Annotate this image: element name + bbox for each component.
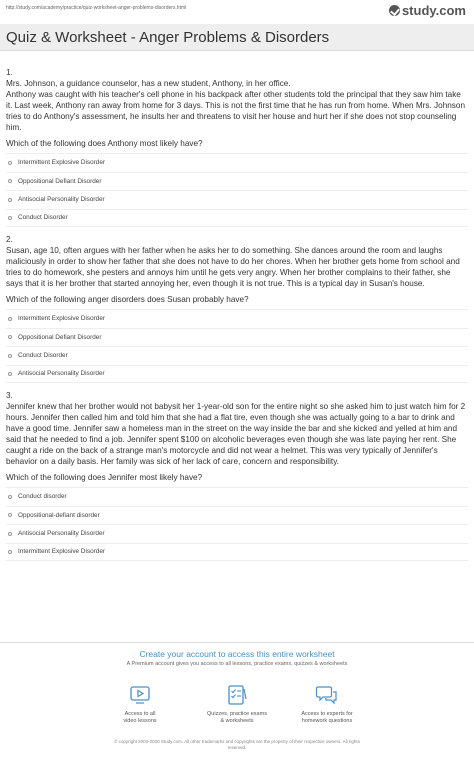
- page-url: http://study.com/academy/practice/quiz-worksheet-anger-problems-disorders.html: [6, 5, 187, 11]
- radio-icon[interactable]: [8, 198, 12, 202]
- radio-icon[interactable]: [8, 216, 12, 220]
- video-icon: [128, 683, 152, 707]
- logo-text: study.com: [401, 3, 466, 18]
- radio-icon[interactable]: [8, 354, 12, 358]
- question-scenario: Anthony was caught with his teacher's cell phone in his backpack after other students told the principal that they saw him take it. Last week, Anthony ran away from home for 3 days. This is not the first time that he has run from home. When Mrs. Johnson tries to do Anthony's assessment, he insults her and threatens to visit her house and hurt her if she does not stop counseling him.: [6, 90, 466, 132]
- study-logo-icon: [389, 5, 400, 16]
- radio-icon[interactable]: [8, 495, 12, 499]
- answer-option[interactable]: [6, 153, 468, 172]
- answer-option[interactable]: [6, 543, 468, 562]
- radio-icon[interactable]: [8, 550, 12, 554]
- feature-label: Access to experts for homework questions: [301, 711, 353, 724]
- premium-promo: [0, 642, 474, 764]
- answer-option[interactable]: [6, 346, 468, 365]
- option-label: Intermittent Explosive Disorder: [18, 159, 106, 167]
- option-label: Conduct disorder: [18, 493, 67, 501]
- question-1: [6, 67, 468, 227]
- option-label: Antisocial Personality Disorder: [18, 196, 105, 204]
- quiz-icon: [225, 683, 249, 707]
- chat-icon: [315, 683, 339, 707]
- question-scenario: Jennifer knew that her brother would not babysit her 1-year-old son for the entire night so she asked him to just watch him for 2 hours. Jennifer then called him and told him that she had a flat tire, even though she was actually going to a bar to drink and have a good time. Jennifer saw a homeless man in the street on the way inside the bar and she kicked and yelled at him and said that he needed to find a job. Jennifer spent $100 on alcoholic beverages even though she was late paying her rent. She caught a ride on the back of a strange man's motorcycle and did not wear a helmet. This was very typically of Jennifer's behavior on a daily basis. Her family was sick of her lack of care, concern and responsibility.: [6, 402, 466, 466]
- answer-option[interactable]: [6, 524, 468, 543]
- answer-option[interactable]: [6, 506, 468, 525]
- radio-icon[interactable]: [8, 161, 12, 165]
- option-label: Oppositional Defiant Disorder: [18, 333, 102, 341]
- answer-option[interactable]: [6, 365, 468, 384]
- radio-icon[interactable]: [8, 335, 12, 339]
- page-title: Quiz & Worksheet - Anger Problems & Disorders: [6, 29, 330, 46]
- title-bar: [0, 24, 474, 51]
- worksheet-content: [6, 60, 468, 565]
- option-label: Antisocial Personality Disorder: [18, 530, 105, 538]
- answer-option[interactable]: [6, 190, 468, 209]
- answer-option[interactable]: [6, 309, 468, 328]
- question-scenario: Susan, age 10, often argues with her father when he asks her to do something. She dances around the room and laughs maliciously in order to show her father that she does not have to do her chores. When her brother gets home from school and tries to do homework, she pesters and annoys him until he gets very angry. When her brother complains to their father, she says that it is her brother that started annoying her, even though it is not true. This is a typical day in Susan's house.: [6, 246, 460, 288]
- question-2: [6, 234, 468, 383]
- option-label: Intermittent Explosive Disorder: [18, 548, 106, 556]
- feature-experts: [277, 683, 377, 725]
- question-number: 1.: [6, 68, 13, 77]
- option-label: Oppositional-defiant disorder: [18, 511, 100, 519]
- feature-video-lessons: [90, 683, 190, 725]
- radio-icon[interactable]: [8, 372, 12, 376]
- feature-quizzes: [187, 683, 287, 725]
- promo-subtitle: A Premium account gives you access to all lessons, practice exams, quizzes & worksheets: [126, 661, 348, 667]
- answer-option[interactable]: [6, 487, 468, 506]
- copyright-notice: © copyright 2003-2020 Study.com. All other trademarks and copyrights are the property of their respective owners. All rights reserved.: [114, 739, 360, 750]
- answer-option[interactable]: [6, 209, 468, 228]
- question-intro: Mrs. Johnson, a guidance counselor, has a new student, Anthony, in her office.: [6, 79, 291, 88]
- question-number: 3.: [6, 391, 13, 400]
- answer-option[interactable]: [6, 172, 468, 191]
- feature-label: Quizzes, practice exams & worksheets: [207, 711, 267, 724]
- answer-options: [6, 309, 468, 383]
- question-prompt: Which of the following does Jennifer most likely have?: [6, 473, 203, 482]
- question-prompt: Which of the following does Anthony most likely have?: [6, 139, 203, 148]
- promo-title[interactable]: Create your account to access this entire worksheet: [139, 649, 335, 659]
- answer-options: [6, 487, 468, 561]
- radio-icon[interactable]: [8, 532, 12, 536]
- top-bar: [0, 0, 474, 22]
- feature-label: Access to all video lessons: [123, 711, 157, 724]
- option-label: Antisocial Personality Disorder: [18, 370, 105, 378]
- study-logo[interactable]: [389, 3, 466, 18]
- radio-icon[interactable]: [8, 317, 12, 321]
- radio-icon[interactable]: [8, 513, 12, 517]
- option-label: Oppositional Defiant Disorder: [18, 177, 102, 185]
- question-prompt: Which of the following anger disorders does Susan probably have?: [6, 295, 249, 304]
- question-number: 2.: [6, 235, 13, 244]
- question-3: [6, 390, 468, 561]
- option-label: Intermittent Explosive Disorder: [18, 315, 106, 323]
- answer-options: [6, 153, 468, 227]
- option-label: Conduct Disorder: [18, 352, 68, 360]
- answer-option[interactable]: [6, 328, 468, 347]
- option-label: Conduct Disorder: [18, 214, 68, 222]
- radio-icon[interactable]: [8, 179, 12, 183]
